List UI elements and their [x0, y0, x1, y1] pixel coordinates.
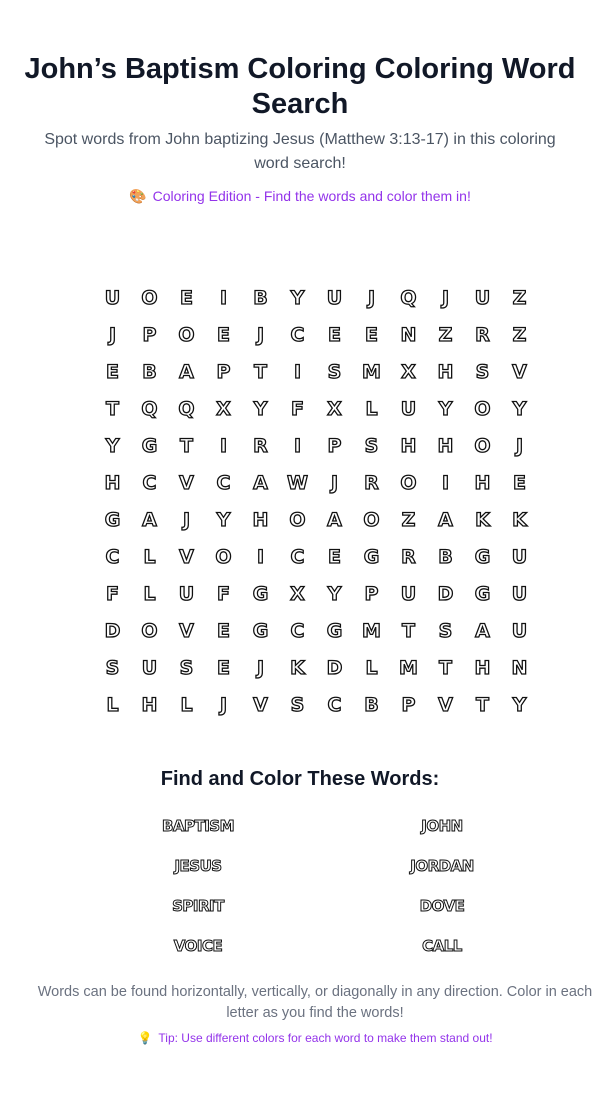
grid-cell[interactable]: Y: [290, 286, 305, 309]
grid-cell[interactable]: O: [141, 619, 158, 642]
grid-cell[interactable]: V: [179, 471, 194, 494]
grid-cell[interactable]: D: [326, 656, 343, 679]
grid-cell[interactable]: S: [290, 693, 305, 716]
grid-cell[interactable]: U: [326, 286, 343, 309]
grid-cell[interactable]: U: [104, 286, 121, 309]
page-subtitle: Spot words from John baptizing Jesus (Matthew 3:13-17) in this coloring word search!: [44, 131, 556, 172]
grid-cell[interactable]: A: [179, 360, 194, 383]
grid-cell[interactable]: P: [142, 323, 157, 346]
grid-cell[interactable]: V: [253, 693, 268, 716]
grid-cell[interactable]: Y: [438, 397, 453, 420]
grid-cell[interactable]: Z: [401, 508, 416, 531]
grid-cell[interactable]: C: [290, 619, 305, 642]
grid-cell[interactable]: J: [256, 656, 265, 679]
grid-cell[interactable]: B: [253, 286, 268, 309]
grid-cell[interactable]: J: [330, 471, 339, 494]
grid-cell[interactable]: F: [217, 582, 230, 605]
word-item: JORDAN: [410, 857, 474, 875]
grid-cell[interactable]: G: [474, 545, 491, 568]
grid-cell[interactable]: S: [327, 360, 342, 383]
grid-cell[interactable]: C: [290, 545, 305, 568]
grid-cell[interactable]: A: [142, 508, 157, 531]
grid-cell[interactable]: L: [180, 693, 193, 716]
grid-cell[interactable]: P: [216, 360, 231, 383]
grid-cell[interactable]: H: [474, 656, 491, 679]
grid-cell[interactable]: Z: [512, 286, 527, 309]
grid-cell[interactable]: G: [104, 508, 121, 531]
grid-cell[interactable]: P: [327, 434, 342, 457]
grid-cell[interactable]: V: [438, 693, 453, 716]
grid-cell[interactable]: L: [106, 693, 119, 716]
grid-cell[interactable]: T: [106, 397, 119, 420]
grid-cell[interactable]: F: [106, 582, 119, 605]
grid-cell[interactable]: C: [142, 471, 157, 494]
grid-cell[interactable]: E: [106, 360, 119, 383]
grid-cell[interactable]: T: [439, 656, 452, 679]
grid-cell[interactable]: D: [104, 619, 121, 642]
grid-cell[interactable]: J: [182, 508, 191, 531]
word-search-page: [0, 52, 600, 1099]
grid-cell[interactable]: O: [178, 323, 195, 346]
grid-cell[interactable]: L: [143, 545, 156, 568]
grid-cell[interactable]: F: [291, 397, 304, 420]
grid-cell[interactable]: G: [252, 582, 269, 605]
grid-cell[interactable]: J: [515, 434, 524, 457]
grid-cell[interactable]: O: [363, 508, 380, 531]
grid-cell[interactable]: Y: [327, 582, 342, 605]
grid-cell[interactable]: G: [363, 545, 380, 568]
word-list-title: Find and Color These Words:: [160, 768, 440, 790]
grid-cell[interactable]: C: [105, 545, 120, 568]
page-title: John’s Baptism Coloring Coloring Word Search: [24, 53, 576, 120]
grid-cell[interactable]: H: [474, 471, 491, 494]
grid-cell[interactable]: G: [141, 434, 158, 457]
grid-cell[interactable]: X: [290, 582, 305, 605]
grid-cell[interactable]: U: [141, 656, 158, 679]
word-item: JESUS: [174, 857, 222, 875]
grid-cell[interactable]: E: [217, 656, 230, 679]
grid-cell[interactable]: I: [256, 545, 265, 568]
grid-cell[interactable]: H: [437, 434, 454, 457]
grid-cell[interactable]: E: [217, 619, 230, 642]
grid-cell[interactable]: U: [474, 286, 491, 309]
grid-cell[interactable]: U: [511, 619, 528, 642]
grid-cell[interactable]: S: [438, 619, 453, 642]
grid-cell[interactable]: L: [365, 656, 378, 679]
grid-cell[interactable]: U: [511, 545, 528, 568]
grid-cell[interactable]: Q: [178, 397, 195, 420]
grid-cell[interactable]: E: [328, 323, 341, 346]
grid-cell[interactable]: V: [512, 360, 527, 383]
grid-cell[interactable]: S: [475, 360, 490, 383]
grid-cell[interactable]: P: [364, 582, 379, 605]
grid-cell[interactable]: X: [401, 360, 416, 383]
edition-banner: [0, 186, 600, 206]
instructions-text: Words can be found horizontally, vertically, or diagonally in any direction. Color in each letter as you find the words!: [37, 984, 593, 1021]
palette-icon: 🎨: [129, 188, 147, 204]
grid-cell[interactable]: J: [256, 323, 265, 346]
grid-cell[interactable]: G: [252, 619, 269, 642]
word-item: VOICE: [173, 937, 223, 955]
grid-cell[interactable]: T: [402, 619, 415, 642]
grid-cell[interactable]: C: [290, 323, 305, 346]
grid-cell[interactable]: Q: [400, 286, 417, 309]
grid-cell[interactable]: E: [180, 286, 193, 309]
grid-cell[interactable]: Y: [105, 434, 120, 457]
grid-cell[interactable]: A: [253, 471, 268, 494]
grid-cell[interactable]: X: [216, 397, 231, 420]
edition-text: Coloring Edition - Find the words and color them in!: [152, 188, 471, 204]
grid-cell[interactable]: P: [401, 693, 416, 716]
grid-cell[interactable]: I: [219, 286, 228, 309]
grid-cell[interactable]: A: [475, 619, 490, 642]
grid-cell[interactable]: S: [105, 656, 120, 679]
grid-cell[interactable]: E: [513, 471, 526, 494]
tip-banner: [0, 1029, 600, 1047]
grid-cell[interactable]: Q: [141, 397, 158, 420]
grid-cell[interactable]: C: [327, 693, 342, 716]
grid-cell[interactable]: J: [219, 693, 228, 716]
grid-cell[interactable]: H: [141, 693, 158, 716]
grid-cell[interactable]: H: [252, 508, 269, 531]
grid-cell[interactable]: D: [437, 582, 454, 605]
word-item: CALL: [422, 937, 462, 955]
tip-text: Tip: Use different colors for each word to make them stand out!: [158, 1031, 493, 1045]
grid-cell[interactable]: W: [287, 471, 308, 494]
grid-cell[interactable]: I: [293, 360, 302, 383]
grid-cell[interactable]: E: [217, 323, 230, 346]
grid-cell[interactable]: Z: [512, 323, 527, 346]
grid-cell[interactable]: J: [441, 286, 450, 309]
grid-cell[interactable]: K: [512, 508, 527, 531]
grid-cell[interactable]: S: [364, 434, 379, 457]
grid-cell[interactable]: I: [441, 471, 450, 494]
grid-cell[interactable]: N: [511, 656, 528, 679]
grid-cell[interactable]: R: [401, 545, 416, 568]
grid-cell[interactable]: B: [364, 693, 379, 716]
grid-cell[interactable]: Y: [216, 508, 231, 531]
grid-cell[interactable]: M: [362, 619, 381, 642]
grid-cell[interactable]: N: [400, 323, 417, 346]
grid-cell[interactable]: G: [326, 619, 343, 642]
lightbulb-icon: 💡: [137, 1031, 153, 1045]
grid-cell[interactable]: T: [180, 434, 193, 457]
grid-cell[interactable]: E: [365, 323, 378, 346]
grid-cell[interactable]: S: [179, 656, 194, 679]
grid-cell[interactable]: M: [399, 656, 418, 679]
grid-cell[interactable]: H: [437, 360, 454, 383]
grid-cell[interactable]: I: [219, 434, 228, 457]
grid-cell[interactable]: C: [216, 471, 231, 494]
grid-cell[interactable]: Y: [512, 693, 527, 716]
grid-cell[interactable]: K: [290, 656, 305, 679]
word-item: SPIRIT: [172, 897, 224, 915]
grid-cell[interactable]: B: [438, 545, 453, 568]
grid-cell[interactable]: M: [362, 360, 381, 383]
grid-cell[interactable]: U: [400, 397, 417, 420]
grid-cell[interactable]: U: [511, 582, 528, 605]
letter-grid: [94, 279, 538, 723]
grid-cell[interactable]: E: [328, 545, 341, 568]
grid-cell[interactable]: T: [476, 693, 489, 716]
grid-cell[interactable]: J: [367, 286, 376, 309]
grid-cell[interactable]: O: [474, 397, 491, 420]
grid-cell[interactable]: V: [179, 619, 194, 642]
word-item: BAPTISM: [161, 817, 235, 835]
grid-cell[interactable]: B: [142, 360, 157, 383]
grid-cell[interactable]: Y: [253, 397, 268, 420]
grid-cell[interactable]: I: [293, 434, 302, 457]
grid-cell[interactable]: R: [364, 471, 379, 494]
grid-cell[interactable]: J: [108, 323, 117, 346]
grid-cell[interactable]: O: [474, 434, 491, 457]
word-list: [100, 812, 540, 972]
grid-cell[interactable]: Y: [512, 397, 527, 420]
grid-cell[interactable]: O: [289, 508, 306, 531]
grid-cell[interactable]: Z: [438, 323, 453, 346]
grid-cell[interactable]: G: [474, 582, 491, 605]
grid-cell[interactable]: X: [327, 397, 342, 420]
word-item: JOHN: [421, 817, 463, 835]
grid-cell[interactable]: A: [327, 508, 342, 531]
grid-cell[interactable]: K: [475, 508, 490, 531]
grid-cell[interactable]: R: [253, 434, 268, 457]
grid-cell[interactable]: O: [215, 545, 232, 568]
grid-cell[interactable]: A: [438, 508, 453, 531]
grid-cell[interactable]: H: [400, 434, 417, 457]
grid-cell[interactable]: V: [179, 545, 194, 568]
grid-cell[interactable]: R: [475, 323, 490, 346]
grid-cell[interactable]: L: [143, 582, 156, 605]
grid-cell[interactable]: T: [254, 360, 267, 383]
grid-cell[interactable]: H: [104, 471, 121, 494]
grid-cell[interactable]: L: [365, 397, 378, 420]
grid-cell[interactable]: U: [400, 582, 417, 605]
word-item: DOVE: [419, 897, 465, 915]
grid-cell[interactable]: U: [178, 582, 195, 605]
grid-cell[interactable]: O: [400, 471, 417, 494]
grid-cell[interactable]: O: [141, 286, 158, 309]
